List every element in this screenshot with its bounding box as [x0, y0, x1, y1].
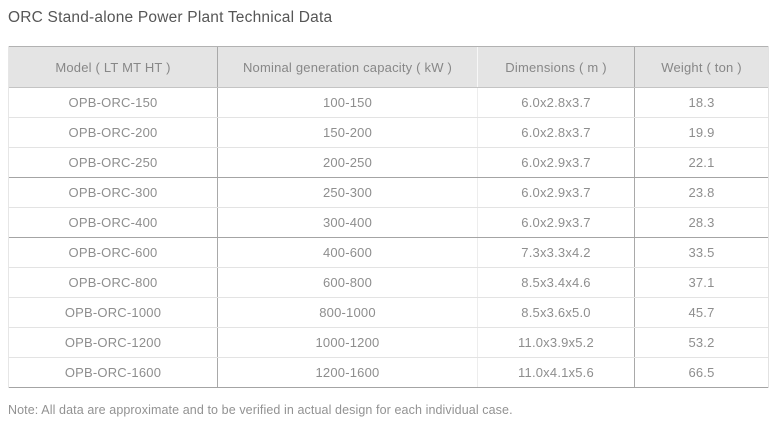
page-title: ORC Stand-alone Power Plant Technical Data — [8, 9, 333, 26]
cell-model: OPB-ORC-600 — [9, 238, 218, 267]
cell-dimensions: 8.5x3.6x5.0 — [478, 298, 635, 327]
cell-capacity: 400-600 — [218, 238, 478, 267]
cell-weight: 23.8 — [688, 185, 715, 200]
cell-model: OPB-ORC-800 — [9, 268, 218, 297]
cell-model: OPB-ORC-1200 — [9, 328, 218, 357]
column-header-dimensions: Dimensions ( m ) — [478, 47, 635, 87]
cell-model: OPB-ORC-400 — [9, 208, 218, 237]
table-row — [9, 88, 768, 118]
table-header-row — [9, 46, 768, 88]
table-row — [9, 178, 768, 208]
cell-weight: 53.2 — [688, 335, 715, 350]
cell-model: OPB-ORC-1600 — [9, 358, 218, 387]
cell-capacity: 800-1000 — [218, 298, 478, 327]
cell-dimensions: 11.0x4.1x5.6 — [478, 358, 635, 387]
cell-weight: 28.3 — [688, 215, 715, 230]
cell-capacity: 1200-1600 — [218, 358, 478, 387]
table-row — [9, 148, 768, 178]
cell-dimensions: 6.0x2.9x3.7 — [478, 148, 635, 177]
page-note: Note: All data are approximate and to be verified in actual design for each individual case. — [8, 403, 513, 417]
cell-capacity: 150-200 — [218, 118, 478, 147]
cell-model: OPB-ORC-150 — [9, 88, 218, 117]
table-row — [9, 238, 768, 268]
cell-dimensions: 7.3x3.3x4.2 — [478, 238, 635, 267]
technical-data-table — [8, 46, 769, 388]
cell-capacity: 100-150 — [218, 88, 478, 117]
cell-dimensions: 8.5x3.4x4.6 — [478, 268, 635, 297]
column-header-model: Model ( LT MT HT ) — [9, 47, 218, 87]
cell-weight: 37.1 — [688, 275, 715, 290]
table-row — [9, 208, 768, 238]
cell-weight: 66.5 — [688, 365, 715, 380]
cell-model: OPB-ORC-300 — [9, 178, 218, 207]
cell-capacity: 300-400 — [218, 208, 478, 237]
cell-model: OPB-ORC-200 — [9, 118, 218, 147]
table-row — [9, 268, 768, 298]
column-header-weight: Weight ( ton ) — [661, 59, 742, 75]
cell-weight: 33.5 — [688, 245, 715, 260]
cell-weight: 22.1 — [688, 155, 715, 170]
cell-dimensions: 6.0x2.8x3.7 — [478, 118, 635, 147]
table-row — [9, 358, 768, 388]
table-row — [9, 298, 768, 328]
column-header-capacity: Nominal generation capacity ( kW ) — [218, 47, 478, 87]
cell-weight: 19.9 — [688, 125, 715, 140]
cell-dimensions: 11.0x3.9x5.2 — [478, 328, 635, 357]
cell-dimensions: 6.0x2.8x3.7 — [478, 88, 635, 117]
cell-capacity: 1000-1200 — [218, 328, 478, 357]
cell-capacity: 600-800 — [218, 268, 478, 297]
cell-dimensions: 6.0x2.9x3.7 — [478, 208, 635, 237]
cell-capacity: 200-250 — [218, 148, 478, 177]
cell-capacity: 250-300 — [218, 178, 478, 207]
cell-dimensions: 6.0x2.9x3.7 — [478, 178, 635, 207]
cell-weight: 18.3 — [688, 95, 715, 110]
table-row — [9, 328, 768, 358]
table-row — [9, 118, 768, 148]
cell-model: OPB-ORC-250 — [9, 148, 218, 177]
cell-weight: 45.7 — [688, 305, 715, 320]
cell-model: OPB-ORC-1000 — [9, 298, 218, 327]
